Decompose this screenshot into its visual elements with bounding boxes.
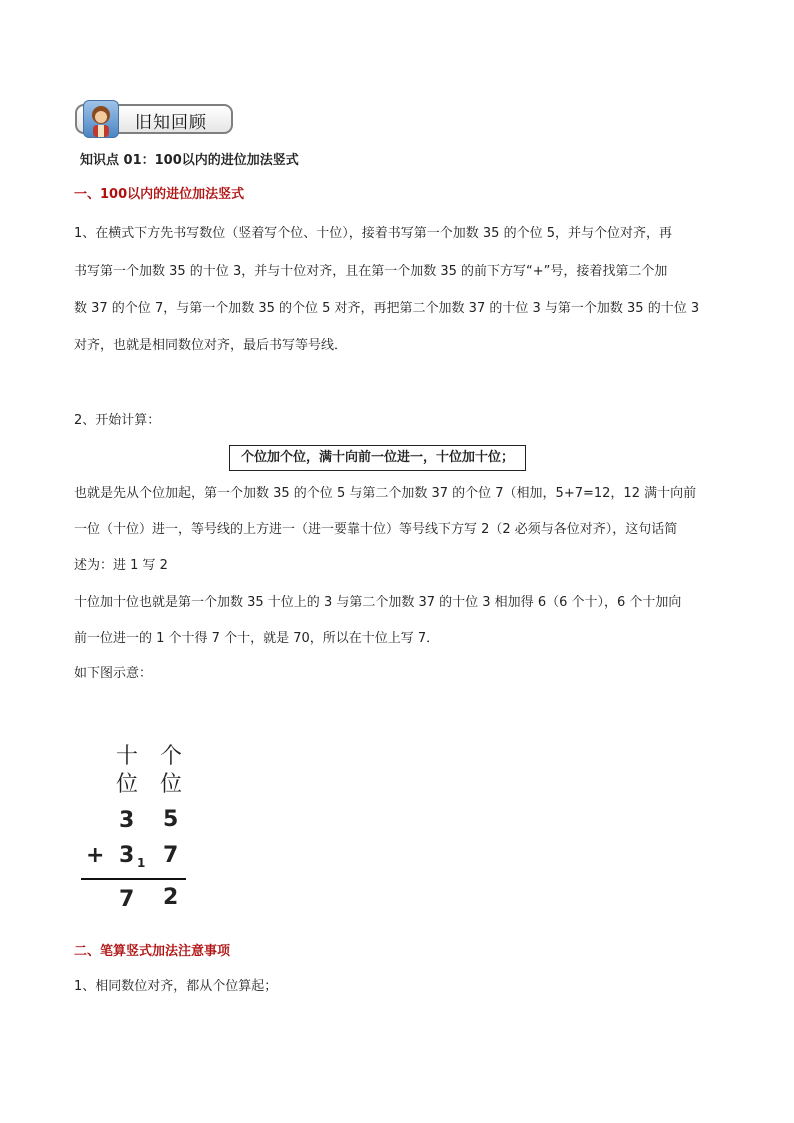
teacher-avatar-icon xyxy=(83,100,119,138)
badge-title: 旧知回顾 xyxy=(135,113,207,133)
para1-line1: 1、在横式下方先书写数位（竖着写个位、十位），接着书写第一个加数 35 的个位 5，并与个位对齐，再 xyxy=(74,226,672,241)
para4: 1、相同数位对齐，都从个位算起； xyxy=(74,979,278,994)
section1-heading: 一、100以内的进位加法竖式 xyxy=(74,187,245,202)
para2-title: 2、开始计算： xyxy=(74,413,161,428)
para3-line5: 前一位进一的 1 个十得 7 个十，就是 70，所以在十位上写 7． xyxy=(74,631,440,646)
knowledge-point-title: 知识点 01：100以内的进位加法竖式 xyxy=(80,153,299,168)
para1-line2: 书写第一个加数 35 的十位 3，并与十位对齐，且在第一个加数 35 的前下方写“+”号，接着找第二个加 xyxy=(74,264,668,279)
para1-line4: 对齐，也就是相同数位对齐，最后书写等号线． xyxy=(74,338,348,353)
section-badge xyxy=(75,104,233,134)
result-tens: 7 xyxy=(119,887,135,912)
para3-line6: 如下图示意： xyxy=(74,666,153,681)
equals-line xyxy=(81,878,186,880)
label-tens-top: 十 xyxy=(116,744,139,769)
row2-ones: 7 xyxy=(163,843,179,868)
para3-line4: 十位加十位也就是第一个加数 35 十位上的 3 与第二个加数 37 的十位 3 相加得 6（6 个十），6 个十加向 xyxy=(74,595,682,610)
carry-digit: 1 xyxy=(137,856,146,870)
para3-line3: 述为：进 1 写 2 xyxy=(74,558,168,573)
label-ones-top: 个 xyxy=(160,744,183,769)
row2-tens: 3 xyxy=(119,843,135,868)
result-ones: 2 xyxy=(163,885,179,910)
para1-line3: 数 37 的个位 7，与第一个加数 35 的个位 5 对齐，再把第二个加数 37 的十位 3 与第一个加数 35 的十位 3 xyxy=(74,301,700,316)
plus-sign: + xyxy=(86,843,105,868)
section2-heading: 二、笔算竖式加法注意事项 xyxy=(74,944,231,959)
para3-line2: 一位（十位）进一，等号线的上方进一（进一要靠十位）等号线下方写 2（2 必须与各位对齐），这句话简 xyxy=(74,522,678,537)
boxed-rule: 个位加个位，满十向前一位进一，十位加十位； xyxy=(229,445,526,471)
label-ones-bottom: 位 xyxy=(160,772,183,797)
para3-line1: 也就是先从个位加起，第一个加数 35 的个位 5 与第二个加数 37 的个位 7（相加，5+7=12，12 满十向前 xyxy=(74,486,697,501)
row1-ones: 5 xyxy=(163,807,179,832)
label-tens-bottom: 位 xyxy=(116,772,139,797)
row1-tens: 3 xyxy=(119,808,135,833)
